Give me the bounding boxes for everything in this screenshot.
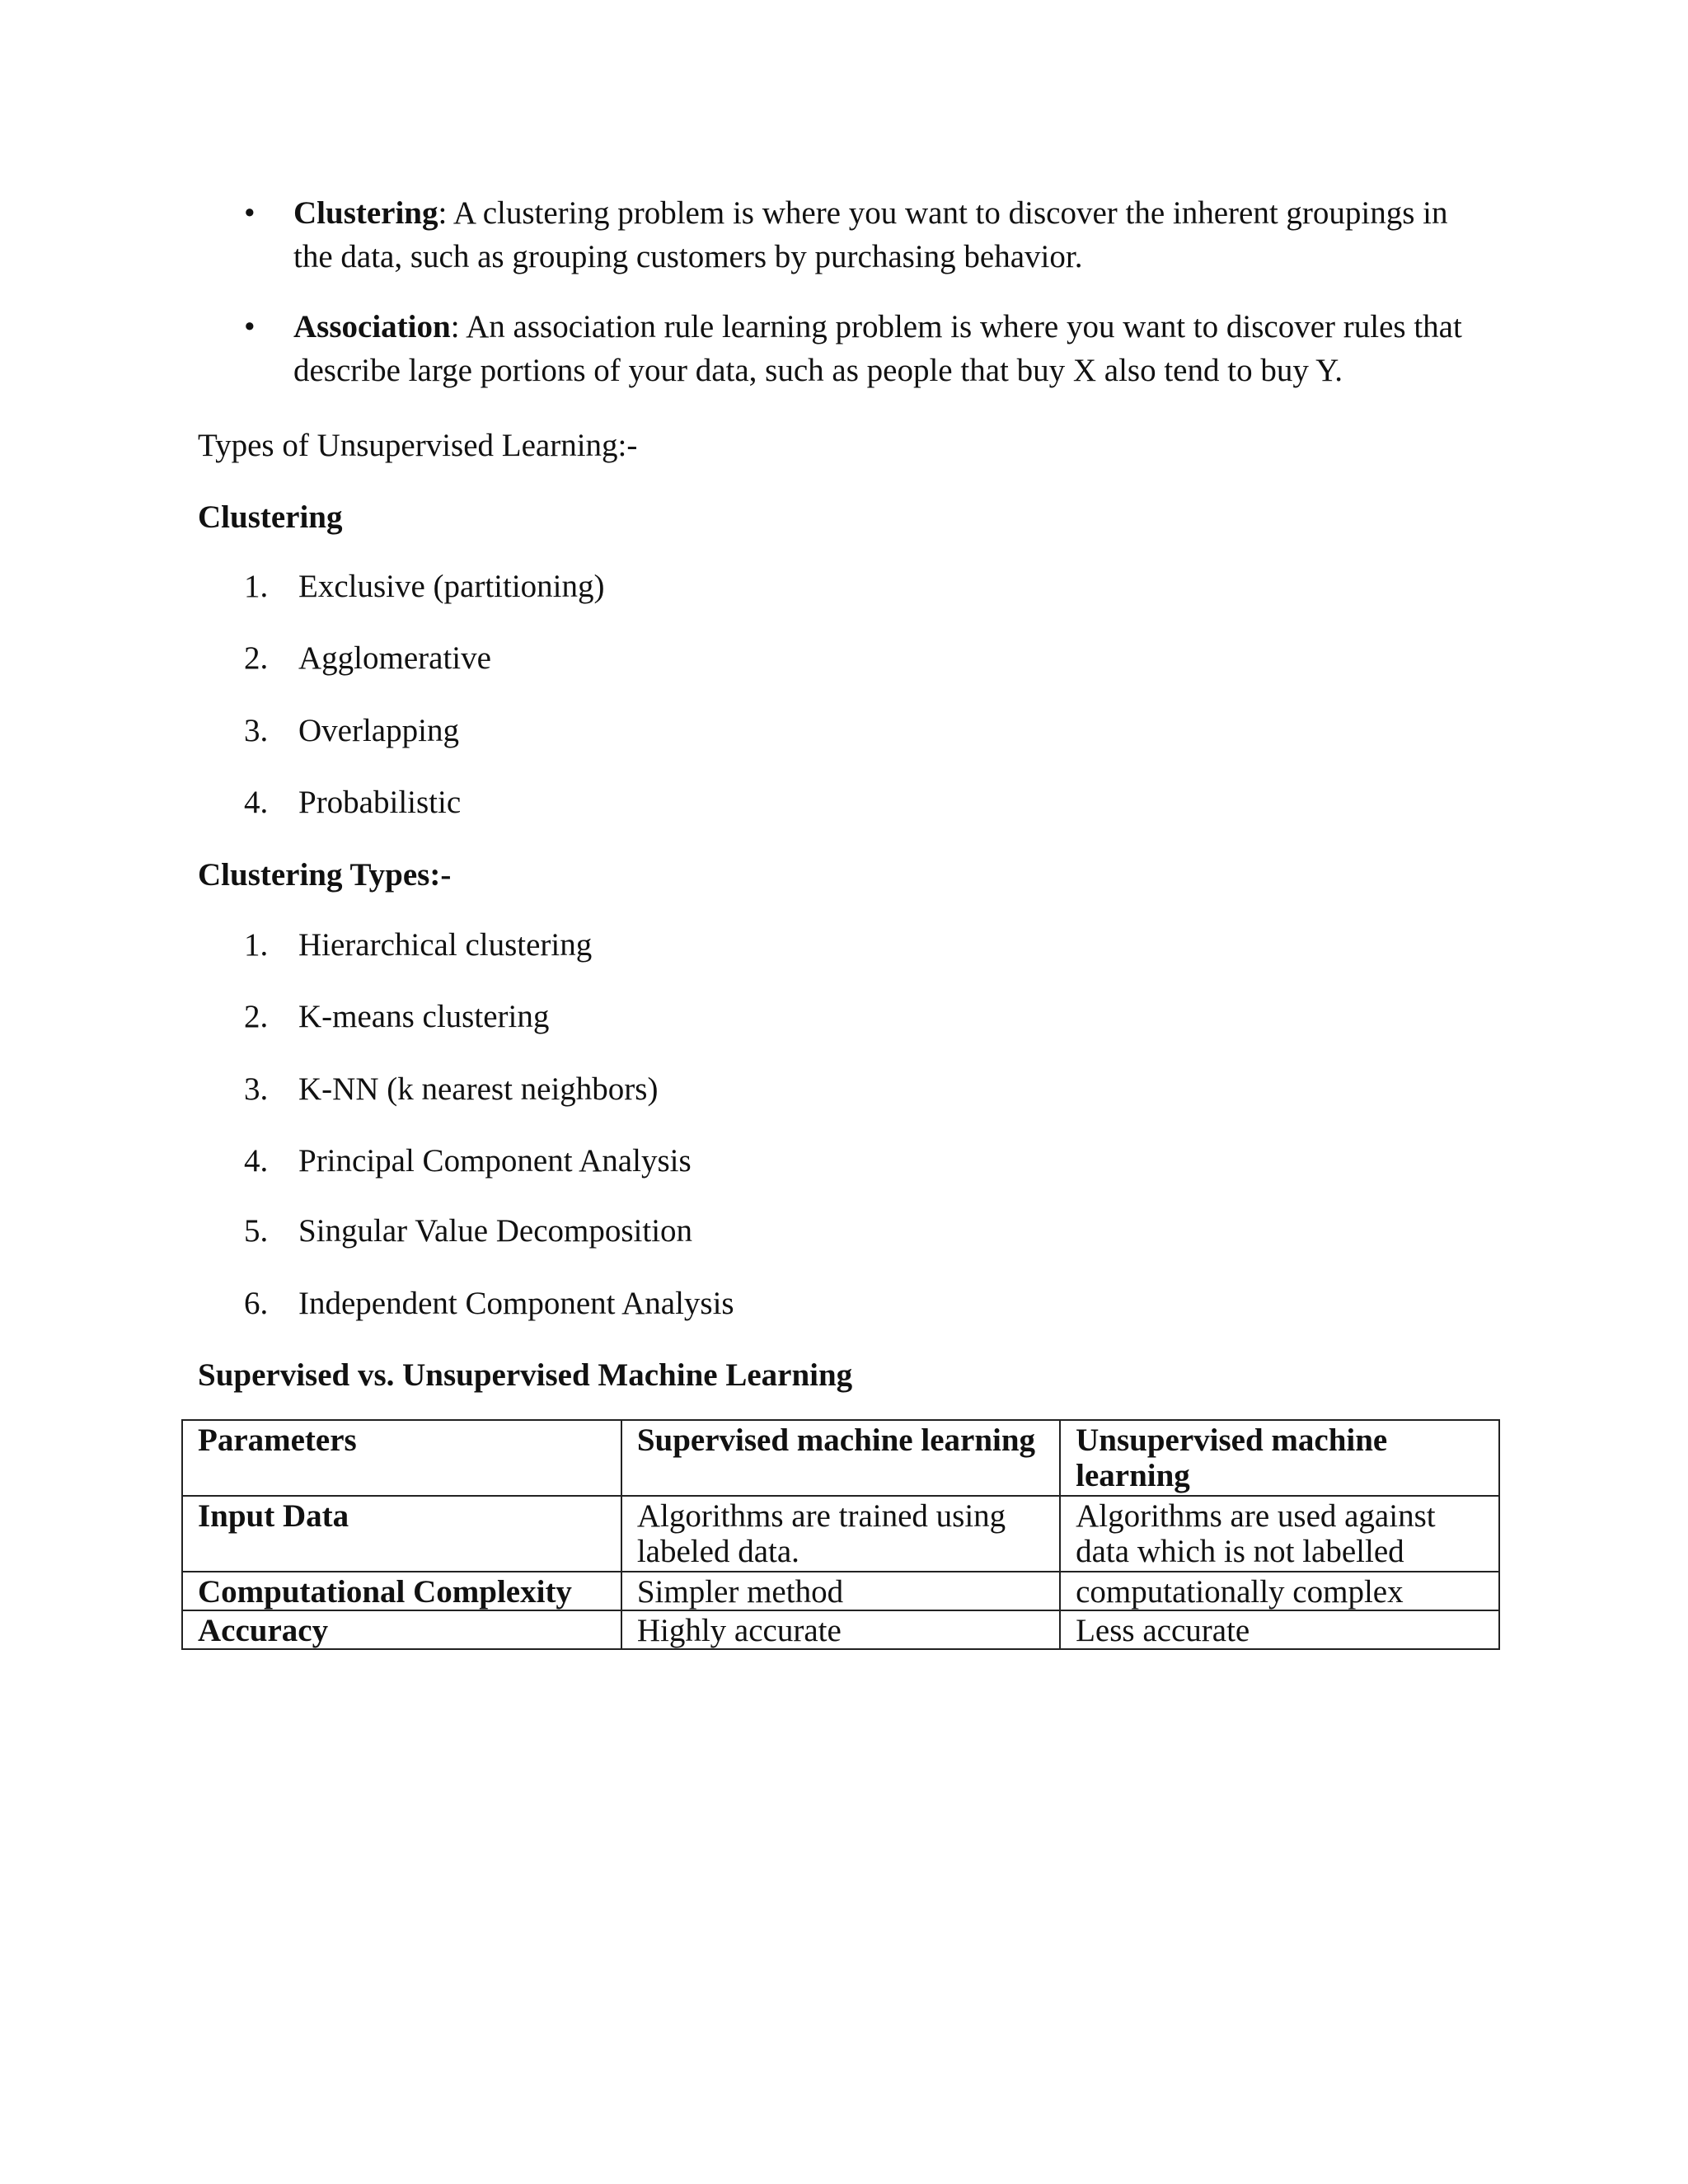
list-item bbox=[244, 780, 461, 824]
bullet-description: : A clustering problem is where you want to discover the inherent groupings in the data, such as grouping customers by purchasing behavior. bbox=[293, 195, 1448, 274]
list-label: Probabilistic bbox=[298, 785, 462, 820]
list-label: K-means clustering bbox=[298, 999, 550, 1034]
list-item bbox=[244, 1067, 658, 1111]
list-number: 3. bbox=[244, 713, 269, 748]
types-intro: Types of Unsupervised Learning:- bbox=[198, 428, 638, 463]
table-row bbox=[182, 1610, 1499, 1649]
list-item bbox=[244, 565, 605, 608]
table-row bbox=[182, 1572, 1499, 1610]
list-number: 6. bbox=[244, 1286, 269, 1321]
bullet-dot-icon: • bbox=[244, 309, 256, 344]
list-number: 3. bbox=[244, 1071, 269, 1107]
list-label: Overlapping bbox=[298, 713, 459, 748]
table-cell: Simpler method bbox=[621, 1572, 1060, 1610]
list-label: K-NN (k nearest neighbors) bbox=[298, 1071, 659, 1107]
table-header-cell: Unsupervised machine learning bbox=[1060, 1420, 1499, 1496]
list-number: 5. bbox=[244, 1213, 269, 1249]
table-cell: computationally complex bbox=[1060, 1572, 1499, 1610]
comparison-heading: Supervised vs. Unsupervised Machine Learning bbox=[198, 1357, 853, 1393]
bullet-term: Association bbox=[293, 309, 451, 344]
table-header-cell: Supervised machine learning bbox=[621, 1420, 1060, 1496]
table-cell: Computational Complexity bbox=[182, 1572, 621, 1610]
bullet-term: Clustering bbox=[293, 195, 438, 231]
bullet-text bbox=[293, 305, 1467, 392]
bullet-association bbox=[198, 305, 1467, 392]
table-cell: Algorithms are trained using labeled data. bbox=[621, 1496, 1060, 1572]
clustering-types-heading: Clustering Types:- bbox=[198, 857, 452, 893]
list-item bbox=[244, 636, 491, 680]
list-label: Agglomerative bbox=[298, 640, 491, 676]
bullet-text bbox=[293, 191, 1467, 279]
list-item bbox=[244, 709, 459, 752]
clustering-heading: Clustering bbox=[198, 499, 343, 535]
list-label: Principal Component Analysis bbox=[298, 1143, 692, 1179]
table-cell: Accuracy bbox=[182, 1610, 621, 1649]
table-row bbox=[182, 1496, 1499, 1572]
list-label: Independent Component Analysis bbox=[298, 1286, 734, 1321]
list-item bbox=[244, 923, 592, 967]
table-cell: Input Data bbox=[182, 1496, 621, 1572]
table-header-cell: Parameters bbox=[182, 1420, 621, 1496]
bullet-clustering bbox=[198, 191, 1467, 279]
table-header-row bbox=[182, 1420, 1499, 1496]
table-cell: Algorithms are used against data which is not labelled bbox=[1060, 1496, 1499, 1572]
bullet-description: : An association rule learning problem is where you want to discover rules that describe large portions of your data, such as people that buy X also tend to buy Y. bbox=[293, 309, 1462, 388]
list-label: Singular Value Decomposition bbox=[298, 1213, 693, 1249]
list-item bbox=[244, 1282, 734, 1325]
comparison-table bbox=[181, 1419, 1500, 1650]
bullet-dot-icon: • bbox=[244, 195, 256, 231]
list-item bbox=[244, 995, 549, 1038]
list-number: 1. bbox=[244, 569, 269, 604]
list-number: 4. bbox=[244, 785, 269, 820]
list-item bbox=[244, 1209, 692, 1253]
list-number: 2. bbox=[244, 640, 269, 676]
list-number: 2. bbox=[244, 999, 269, 1034]
list-number: 4. bbox=[244, 1143, 269, 1179]
table-cell: Highly accurate bbox=[621, 1610, 1060, 1649]
list-item bbox=[244, 1139, 692, 1183]
table-cell: Less accurate bbox=[1060, 1610, 1499, 1649]
list-label: Hierarchical clustering bbox=[298, 927, 593, 963]
list-number: 1. bbox=[244, 927, 269, 963]
list-label: Exclusive (partitioning) bbox=[298, 569, 605, 604]
